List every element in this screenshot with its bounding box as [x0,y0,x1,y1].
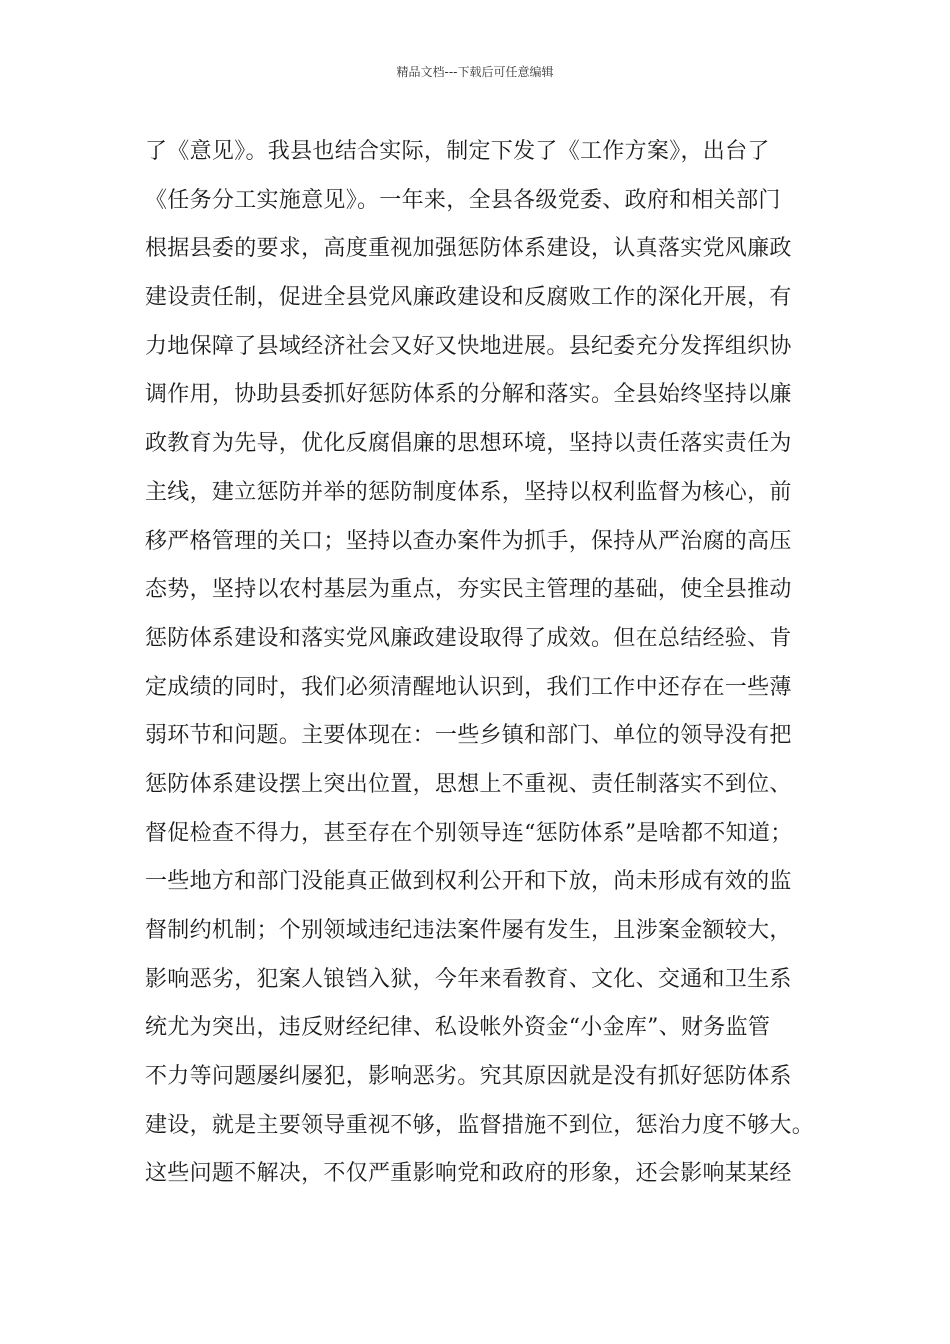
text-line: 态势，坚持以农村基层为重点，夯实民主管理的基础，使全县推动 [145,577,792,603]
text-line: 影响恶劣，犯案人锒铛入狱，今年来看教育、文化、交通和卫生系 [145,966,792,992]
text-line: 调作用，协助县委抓好惩防体系的分解和落实。全县始终坚持以廉 [145,382,792,408]
text-line: 力地保障了县域经济社会又好又快地进展。县纪委充分发挥组织协 [145,333,792,359]
text-line: 督制约机制；个别领域违纪违法案件屡有发生，且涉案金额较大， [145,918,792,943]
text-line: 政教育为先导，优化反腐倡廉的思想环境，坚持以责任落实责任为 [145,431,792,457]
text-line: 惩防体系建设和落实党风廉政建设取得了成效。但在总结经验、肯 [145,625,792,651]
text-line: 惩防体系建设摆上突出位置，思想上不重视、责任制落实不到位、 [145,771,792,797]
text-line: 统尤为突出，违反财经纪律、私设帐外资金“小金库”、财务监管 [145,1015,771,1041]
text-line: 了《意见》。我县也结合实际，制定下发了《工作方案》，出台了 [145,139,770,164]
text-line: 主线，建立惩防并举的惩防制度体系，坚持以权利监督为核心，前 [145,479,792,505]
text-line: 这些问题不解决，不仅严重影响党和政府的形象，还会影响某某经 [145,1161,792,1187]
text-line: 《任务分工实施意见》。一年来，全县各级党委、政府和相关部门 [145,187,781,213]
text-line: 定成绩的同时，我们必须清醒地认识到，我们工作中还存在一些薄 [145,674,792,700]
text-line: 建设责任制，促进全县党风廉政建设和反腐败工作的深化开展，有 [145,285,792,311]
text-line: 根据县委的要求，高度重视加强惩防体系建设，认真落实党风廉政 [145,236,792,262]
text-line: 一些地方和部门没能真正做到权利公开和下放，尚未形成有效的监 [145,869,792,895]
text-line: 移严格管理的关口；坚持以查办案件为抓手，保持从严治腐的高压 [145,528,792,554]
page-header: 精品文档---下载后可任意编辑 [396,65,554,79]
text-line: 督促检查不得力，甚至存在个别领导连“惩防体系”是啥都不知道； [145,820,793,846]
text-line: 建设，就是主要领导重视不够，监督措施不到位，惩治力度不够大。 [145,1112,815,1138]
text-line: 不力等问题屡纠屡犯，影响恶劣。究其原因就是没有抓好惩防体系 [145,1064,792,1090]
document-body [145,128,825,1199]
text-line: 弱环节和问题。主要体现在：一些乡镇和部门、单位的领导没有把 [145,723,792,749]
